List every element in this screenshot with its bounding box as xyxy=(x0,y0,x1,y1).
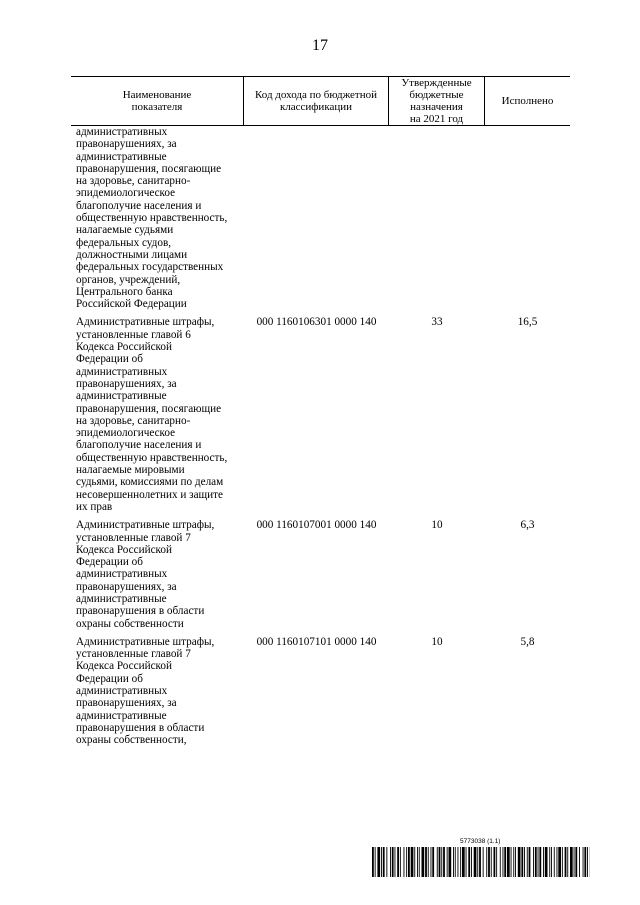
header-plan: Утвержденные бюджетные назначения на 2021 год xyxy=(389,77,485,125)
budget-table xyxy=(71,76,570,753)
row-plan: 10 xyxy=(431,635,443,648)
row-done xyxy=(485,126,570,310)
row-name: Административные штрафы, установленные главой 6 Кодекса Российской Федерации об административных правонарушениях, за административные правонарушения, посягающие на здоровье, санитарно- эпидемиологическое благополучие населения и общественную нравственность, налагаемые мировыми судьями, комиссиями по делам несовершеннолетних и защите их прав xyxy=(76,316,228,513)
row-code xyxy=(244,126,389,310)
row-name: административных правонарушениях, за административные правонарушения, посягающие на здоровье, санитарно- эпидемиологическое благополучие населения и общественную нравственность, налагаемые судьями федеральных судов, должностными лицами федеральных государственных органов, учреждений, Центрального банка Российской Федерации xyxy=(76,126,228,311)
row-plan: 10 xyxy=(431,519,443,532)
header-done: Исполнено xyxy=(501,95,554,107)
barcode-caption: 5773038 (1.1) xyxy=(460,838,501,845)
row-plan: 33 xyxy=(431,316,443,329)
row-done: 6,3 xyxy=(520,519,535,532)
row-code: 000 1160107001 0000 140 xyxy=(256,519,377,532)
table-row xyxy=(71,636,570,747)
barcode-icon xyxy=(372,847,590,877)
page-number: 17 xyxy=(312,37,328,54)
document-barcode xyxy=(372,838,590,878)
header-code: Код дохода по бюджетной классификации xyxy=(244,77,389,125)
row-done: 5,8 xyxy=(520,635,535,648)
row-name: Административные штрафы, установленные главой 7 Кодекса Российской Федерации об административных правонарушениях, за административные правонарушения в области охраны собственности xyxy=(76,519,215,630)
header-name: Наименование показателя xyxy=(71,77,244,125)
row-code: 000 1160106301 0000 140 xyxy=(256,316,377,329)
table-row xyxy=(71,126,570,310)
row-plan xyxy=(389,126,485,310)
table-row xyxy=(71,316,570,513)
table-header xyxy=(71,76,570,126)
row-name: Административные штрафы, установленные главой 7 Кодекса Российской Федерации об административных правонарушениях, за административные правонарушения в области охраны собственности, xyxy=(76,635,215,747)
row-done: 16,5 xyxy=(517,316,538,329)
row-code: 000 1160107101 0000 140 xyxy=(256,635,377,648)
table-row xyxy=(71,519,570,630)
